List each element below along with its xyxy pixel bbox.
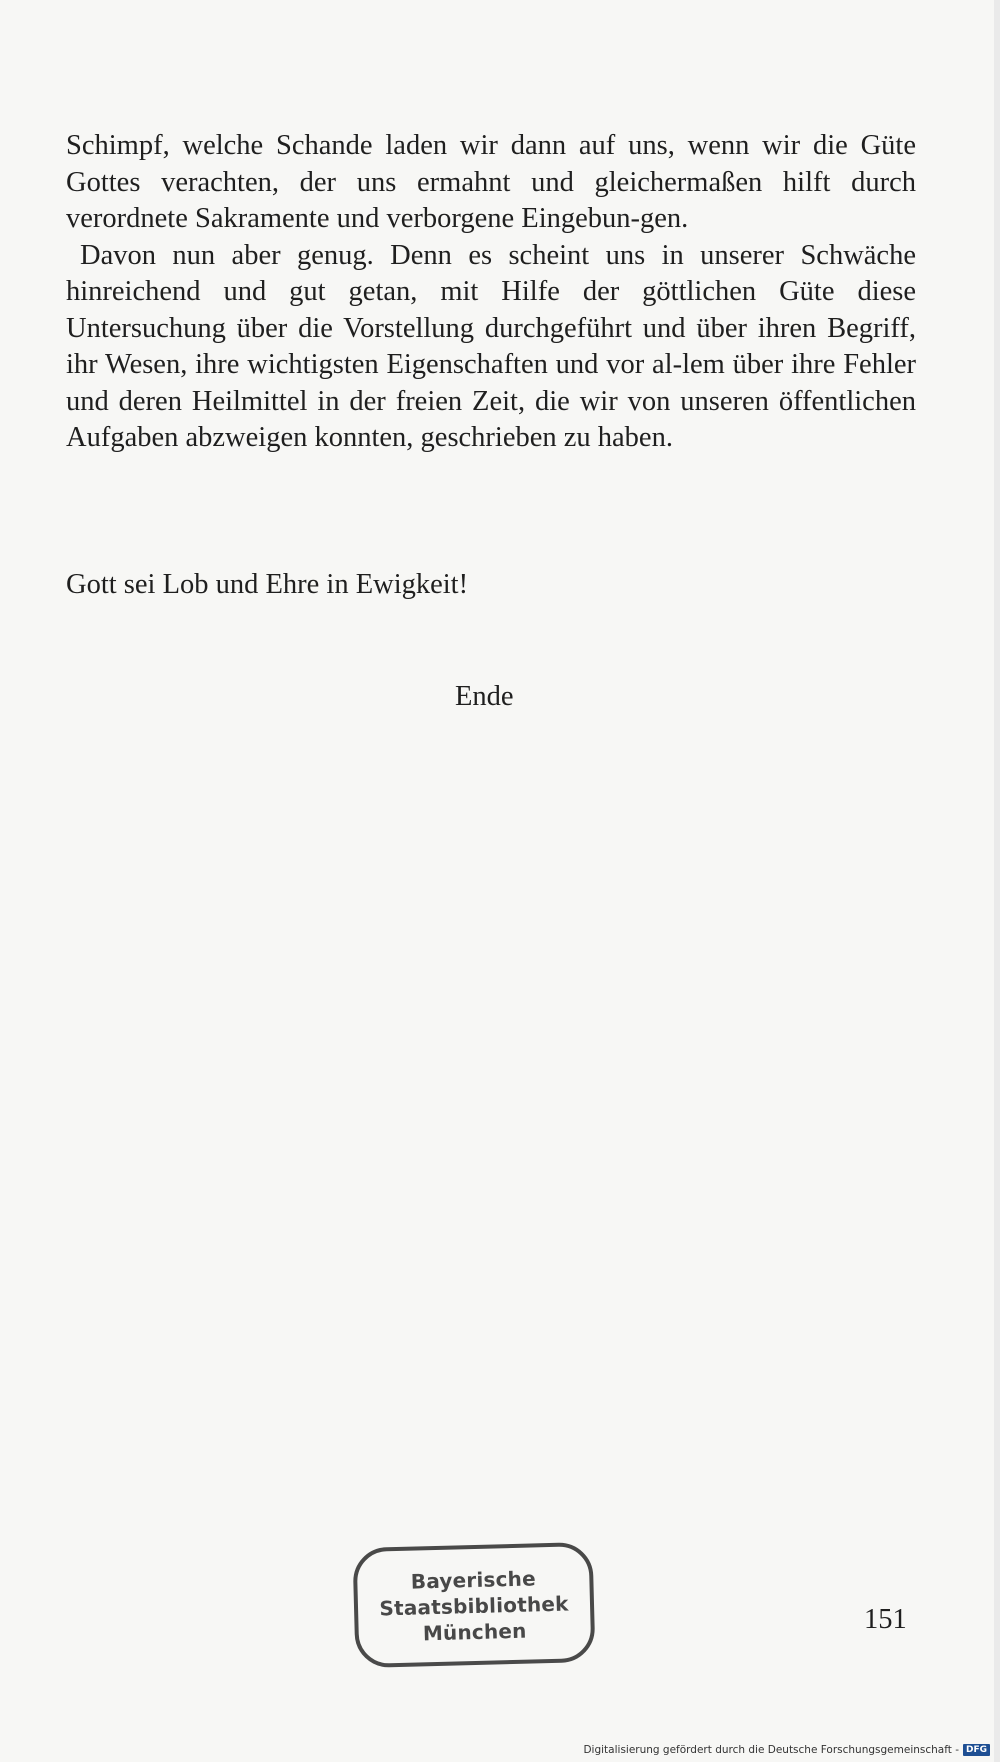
digitization-footer <box>583 1744 990 1756</box>
library-stamp <box>352 1542 595 1668</box>
paragraph-2: Davon nun aber genug. Denn es scheint uns in unserer Schwäche hinreichend und gut getan, mit Hilfe der göttlichen Güte diese Untersuchung über die Vorstellung durchgeführt und über ihren Begriff, ihr Wesen, ihre wichtigsten Eigenschaften und vor al-lem über ihre Fehler und deren Heilmittel in der freien Zeit, die wir von unseren öffentlichen Aufgaben abzweigen konnten, geschrieben zu haben. <box>66 239 916 453</box>
dfg-logo-icon: DFG <box>963 1744 990 1756</box>
stamp-line-3: München <box>422 1618 527 1646</box>
footer-text: Digitalisierung gefördert durch die Deutsche Forschungsgemeinschaft - <box>583 1744 959 1756</box>
stamp-line-2: Staatsbibliothek <box>379 1591 569 1621</box>
page-number: 151 <box>864 1604 907 1635</box>
body-text <box>66 128 916 457</box>
stamp-line-1: Bayerische <box>410 1566 537 1594</box>
paragraph-1: Schimpf, welche Schande laden wir dann auf uns, wenn wir die Güte Gottes verachten, der uns ermahnt und gleichermaßen hilft durch verordnete Sakramente und verborgene Eingebun-gen. <box>66 130 916 234</box>
end-word: Ende <box>455 681 514 712</box>
page-edge <box>994 0 1000 1762</box>
closing-line: Gott sei Lob und Ehre in Ewigkeit! <box>66 569 469 600</box>
